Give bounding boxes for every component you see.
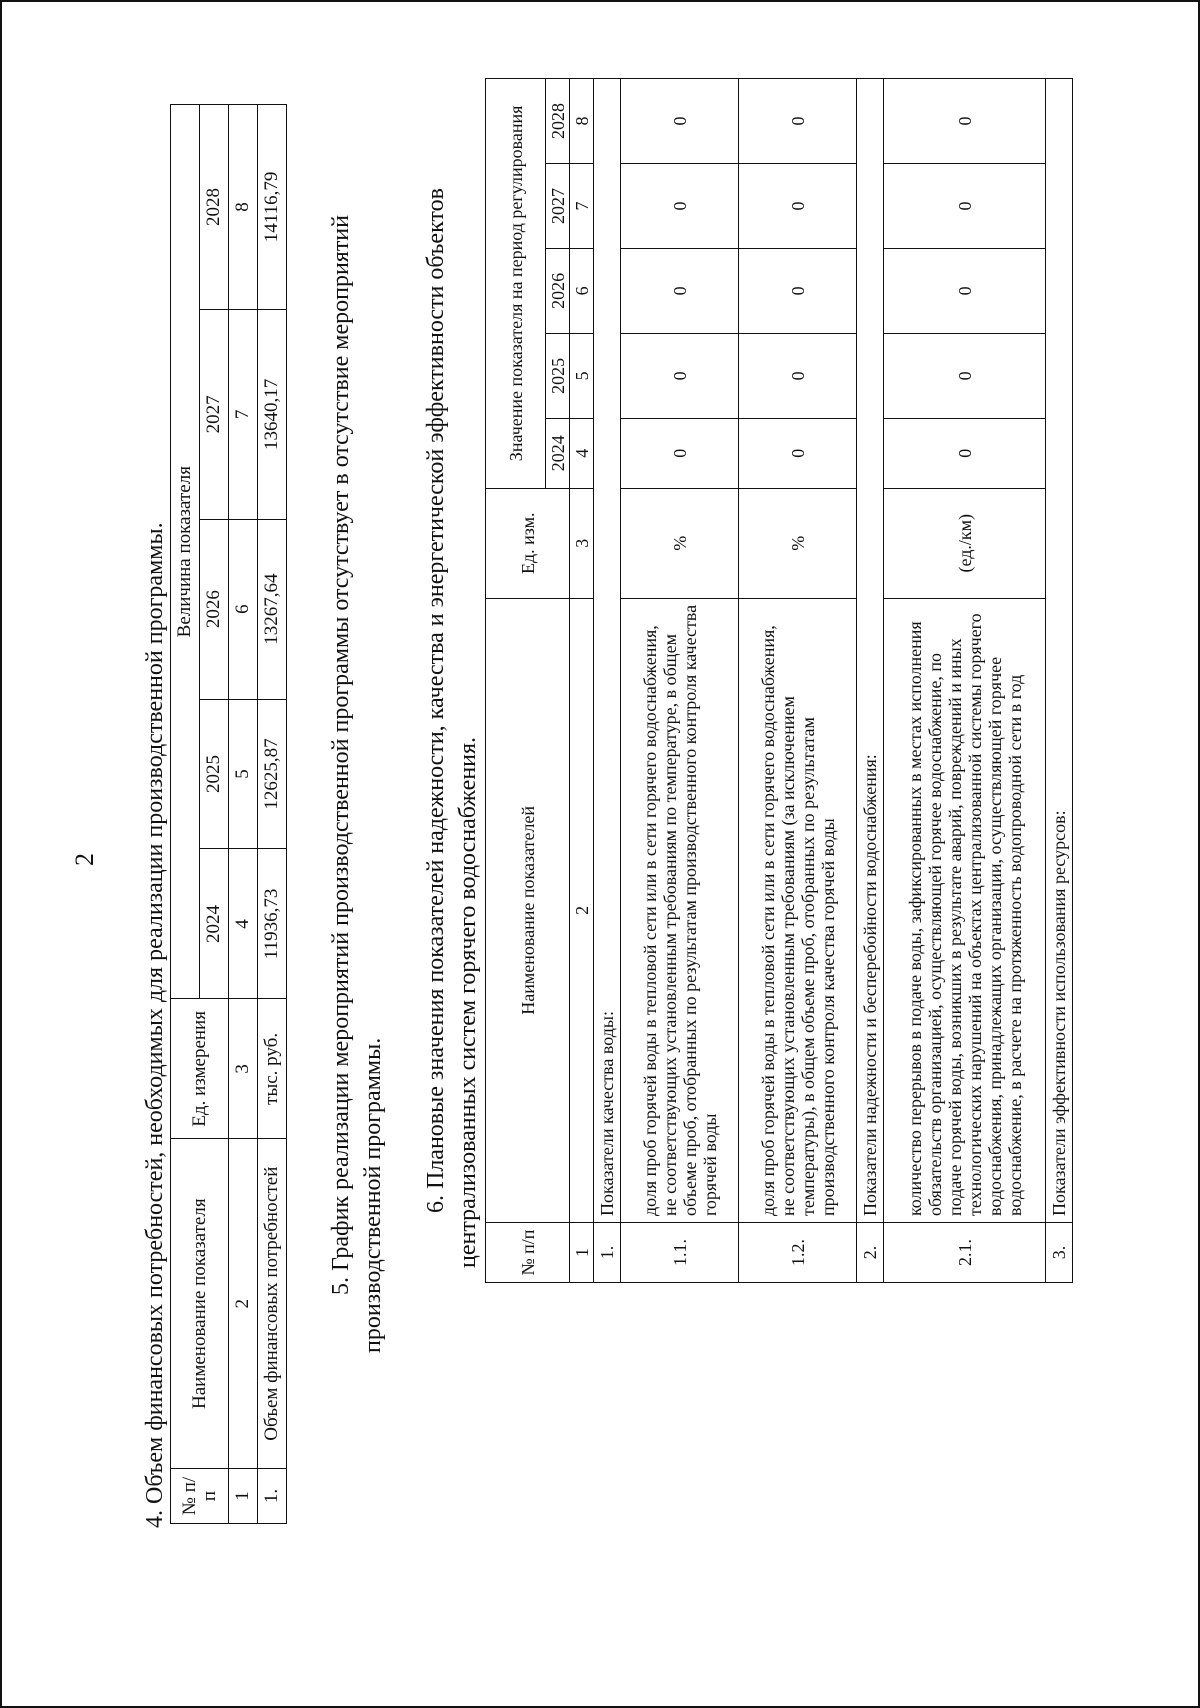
section6-title-line1: 6. Плановые значения показателей надежности, качества и энергетической эффективности объектов [423, 188, 449, 1213]
row-value: 0 [884, 418, 1046, 488]
header-year: 2026 [546, 248, 570, 333]
row-value: 13640,17 [258, 309, 287, 519]
index-cell: 3 [229, 999, 258, 1139]
row-value: 14116,79 [258, 105, 287, 310]
header-unit: Ед. изм. [486, 488, 570, 598]
row-unit: % [621, 488, 739, 598]
section-title: Показатели эффективности использования ресурсов: [1046, 79, 1073, 1223]
row-value: 0 [621, 79, 739, 164]
section-row [594, 79, 621, 1283]
row-name: доля проб горячей воды в тепловой сети или в сети горячего водоснабжения, не соответствующих установленным требованиям (за исключением температуры), в общем объеме проб, отобранных по результатам производственного контроля качества горячей воды [739, 598, 857, 1222]
row-num: 1. [258, 1469, 287, 1524]
row-value: 13267,64 [258, 519, 287, 699]
section-row [857, 79, 884, 1283]
index-cell: 4 [229, 849, 258, 999]
header-year: 2028 [200, 105, 229, 310]
section5-text-line2: производственной программы. [360, 1037, 386, 1353]
section-num: 1. [594, 1223, 621, 1283]
row-name: Объем финансовых потребностей [258, 1139, 287, 1469]
row-value: 12625,87 [258, 699, 287, 849]
table-row [258, 105, 287, 1524]
index-cell: 6 [570, 248, 594, 333]
index-cell: 5 [570, 333, 594, 418]
header-num: № п/п [486, 1223, 570, 1283]
section-title: Показатели надежности и бесперебойности водоснабжения: [857, 79, 884, 1223]
index-cell: 6 [229, 519, 258, 699]
row-value: 0 [884, 79, 1046, 164]
row-unit: % [739, 488, 857, 598]
index-cell: 8 [229, 105, 258, 310]
index-cell: 3 [570, 488, 594, 598]
header-name: Наименование показателей [486, 598, 570, 1222]
table-row [621, 79, 739, 1283]
table-row [739, 79, 857, 1283]
row-num: 1.1. [621, 1223, 739, 1283]
index-cell: 2 [229, 1139, 258, 1469]
row-value: 0 [739, 164, 857, 249]
index-cell: 7 [229, 309, 258, 519]
row-name: доля проб горячей воды в тепловой сети или в сети горячего водоснабжения, не соответствующих установленным требованиям по температуре, в общем объеме проб, отобранных по результатам производственного контроля качества горячей воды [621, 598, 739, 1222]
row-value: 0 [621, 333, 739, 418]
table-row [884, 79, 1046, 1283]
header-year: 2028 [546, 79, 570, 164]
header-year: 2027 [546, 164, 570, 249]
section6-title [420, 78, 484, 1268]
section-title: Показатели качества воды: [594, 79, 621, 1223]
row-value: 0 [739, 248, 857, 333]
row-value: 11936,73 [258, 849, 287, 999]
header-year: 2025 [546, 333, 570, 418]
header-value-group: Величина показателя [171, 105, 200, 999]
header-year: 2024 [546, 418, 570, 488]
section-num: 2. [857, 1223, 884, 1283]
header-name: Наименование показателя [171, 1139, 229, 1469]
row-value: 0 [739, 79, 857, 164]
row-value: 0 [739, 333, 857, 418]
section6-title-line2: централизованных систем горячего водоснабжения. [455, 736, 481, 1268]
index-cell: 4 [570, 418, 594, 488]
index-row [570, 79, 594, 1283]
row-value: 0 [621, 164, 739, 249]
index-cell: 1 [570, 1223, 594, 1283]
row-num: 2.1. [884, 1223, 1046, 1283]
row-value: 0 [739, 418, 857, 488]
header-year: 2026 [200, 519, 229, 699]
page-number: 2 [70, 853, 99, 866]
index-cell: 1 [229, 1469, 258, 1524]
section-row [1046, 79, 1073, 1283]
header-year: 2025 [200, 699, 229, 849]
financial-needs-table [170, 104, 287, 1524]
row-unit: тыс. руб. [258, 999, 287, 1139]
row-value: 0 [621, 418, 739, 488]
row-name: количество перерывов в подаче воды, зафиксированных в местах исполнения обязательств организацией, осуществляющей горячее водоснабжение, по подаче горячей воды, возникших в результате аварий, повреждений и иных технологических нарушений на объектах централизованной системы горячего водоснабжения, принадлежащих организации, осуществляющей горячее водоснабжение, в расчете на протяженность водопроводной сети в год [884, 598, 1046, 1222]
index-cell: 2 [570, 598, 594, 1222]
row-value: 0 [884, 164, 1046, 249]
row-unit: (ед./км) [884, 488, 1046, 598]
header-value-group: Значение показателя на период регулирования [486, 79, 546, 489]
index-cell: 8 [570, 79, 594, 164]
header-num: № п/п [171, 1469, 229, 1524]
row-value: 0 [884, 248, 1046, 333]
section5-text-line1: 5. График реализации мероприятий производственной программы отсутствует в отсутствие мероприятий [328, 215, 354, 1295]
header-year: 2027 [200, 309, 229, 519]
index-cell: 5 [229, 699, 258, 849]
row-value: 0 [884, 333, 1046, 418]
header-unit: Ед. измерения [171, 999, 229, 1139]
header-year: 2024 [200, 849, 229, 999]
indicators-table [485, 78, 1073, 1283]
index-cell: 7 [570, 164, 594, 249]
index-row [229, 105, 258, 1524]
row-value: 0 [621, 248, 739, 333]
section-num: 3. [1046, 1223, 1073, 1283]
section4-title: 4. Объем финансовых потребностей, необходимых для реализации производственной программы. [142, 522, 168, 1528]
row-num: 1.2. [739, 1223, 857, 1283]
